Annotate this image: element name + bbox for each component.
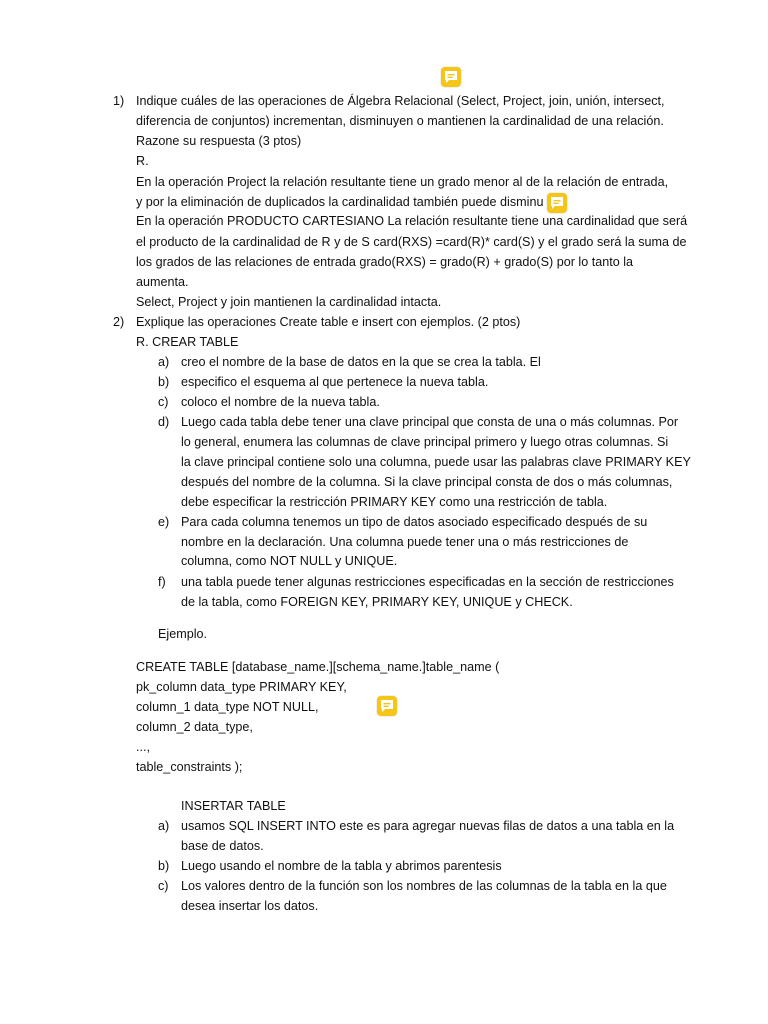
answer-text: los grados de las relaciones de entrada grado(RXS) = grado(R) + grado(S) por lo tanto la xyxy=(136,255,634,269)
list-item: coloco el nombre de la nueva tabla. xyxy=(181,395,380,409)
list-marker: f) xyxy=(158,575,166,589)
list-item: especifico el esquema al que pertenece la nueva tabla. xyxy=(181,375,489,389)
answer-text: aumenta. xyxy=(136,275,189,289)
section-heading: R. CREAR TABLE xyxy=(136,335,239,349)
code-line: CREATE TABLE [database_name.][schema_name.]table_name ( xyxy=(136,660,500,674)
list-item: después del nombre de la columna. Si la clave principal consta de dos o más columnas, xyxy=(181,475,673,489)
list-item: una tabla puede tener algunas restricciones especificadas en la sección de restricciones xyxy=(181,575,674,589)
answer-text: y por la eliminación de duplicados la cardinalidad también puede disminu xyxy=(136,195,544,209)
list-marker: b) xyxy=(158,375,170,389)
list-item: Los valores dentro de la función son los nombres de las columnas de la tabla en la que xyxy=(181,879,667,893)
list-marker: e) xyxy=(158,515,170,529)
code-line: pk_column data_type PRIMARY KEY, xyxy=(136,680,347,694)
code-line: column_2 data_type, xyxy=(136,720,253,734)
question-number: 2) xyxy=(113,315,125,329)
comment-icon[interactable] xyxy=(377,696,397,716)
list-item: lo general, enumera las columnas de clave principal primero y luego otras columnas. Si xyxy=(181,435,669,449)
comment-icon[interactable] xyxy=(441,67,461,87)
question-text: Indique cuáles de las operaciones de Álgebra Relacional (Select, Project, join, unión, intersect, xyxy=(136,94,665,108)
list-item: base de datos. xyxy=(181,839,264,853)
comment-icon[interactable] xyxy=(547,193,567,213)
list-item: Luego usando el nombre de la tabla y abrimos parentesis xyxy=(181,859,502,873)
answer-text: En la operación PRODUCTO CARTESIANO La relación resultante tiene una cardinalidad que será xyxy=(136,214,688,228)
list-item: nombre en la declaración. Una columna puede tener una o más restricciones de xyxy=(181,535,629,549)
list-item: columna, como NOT NULL y UNIQUE. xyxy=(181,554,398,568)
answer-text: En la operación Project la relación resultante tiene un grado menor al de la relación de entrada, xyxy=(136,175,669,189)
example-label: Ejemplo. xyxy=(158,627,207,641)
list-item: Luego cada tabla debe tener una clave principal que consta de una o más columnas. Por xyxy=(181,415,679,429)
code-line: table_constraints ); xyxy=(136,760,243,774)
code-line: ..., xyxy=(136,740,150,754)
list-marker: b) xyxy=(158,859,170,873)
list-marker: c) xyxy=(158,879,169,893)
answer-label: R. xyxy=(136,154,149,168)
question-text: Explique las operaciones Create table e insert con ejemplos. (2 ptos) xyxy=(136,315,521,329)
question-text: diferencia de conjuntos) incrementan, disminuyen o mantienen la cardinalidad de una relación. xyxy=(136,114,664,128)
list-marker: a) xyxy=(158,355,170,369)
answer-text: el producto de la cardinalidad de R y de S card(RXS) =card(R)* card(S) y el grado será la suma de xyxy=(136,235,687,249)
list-marker: d) xyxy=(158,415,170,429)
list-item: Para cada columna tenemos un tipo de datos asociado especificado después de su xyxy=(181,515,648,529)
list-marker: a) xyxy=(158,819,170,833)
list-item: usamos SQL INSERT INTO este es para agregar nuevas filas de datos a una tabla en la xyxy=(181,819,675,833)
question-number: 1) xyxy=(113,94,125,108)
list-item: desea insertar los datos. xyxy=(181,899,319,913)
section-heading: INSERTAR TABLE xyxy=(181,799,286,813)
question-text: Razone su respuesta (3 ptos) xyxy=(136,134,302,148)
list-item: debe especificar la restricción PRIMARY KEY como una restricción de tabla. xyxy=(181,495,608,509)
code-line: column_1 data_type NOT NULL, xyxy=(136,700,319,714)
list-item: creo el nombre de la base de datos en la que se crea la tabla. El xyxy=(181,355,541,369)
answer-text: Select, Project y join mantienen la cardinalidad intacta. xyxy=(136,295,442,309)
list-item: la clave principal contiene solo una columna, puede usar las palabras clave PRIMARY KEY xyxy=(181,455,691,469)
list-item: de la tabla, como FOREIGN KEY, PRIMARY KEY, UNIQUE y CHECK. xyxy=(181,595,573,609)
list-marker: c) xyxy=(158,395,169,409)
